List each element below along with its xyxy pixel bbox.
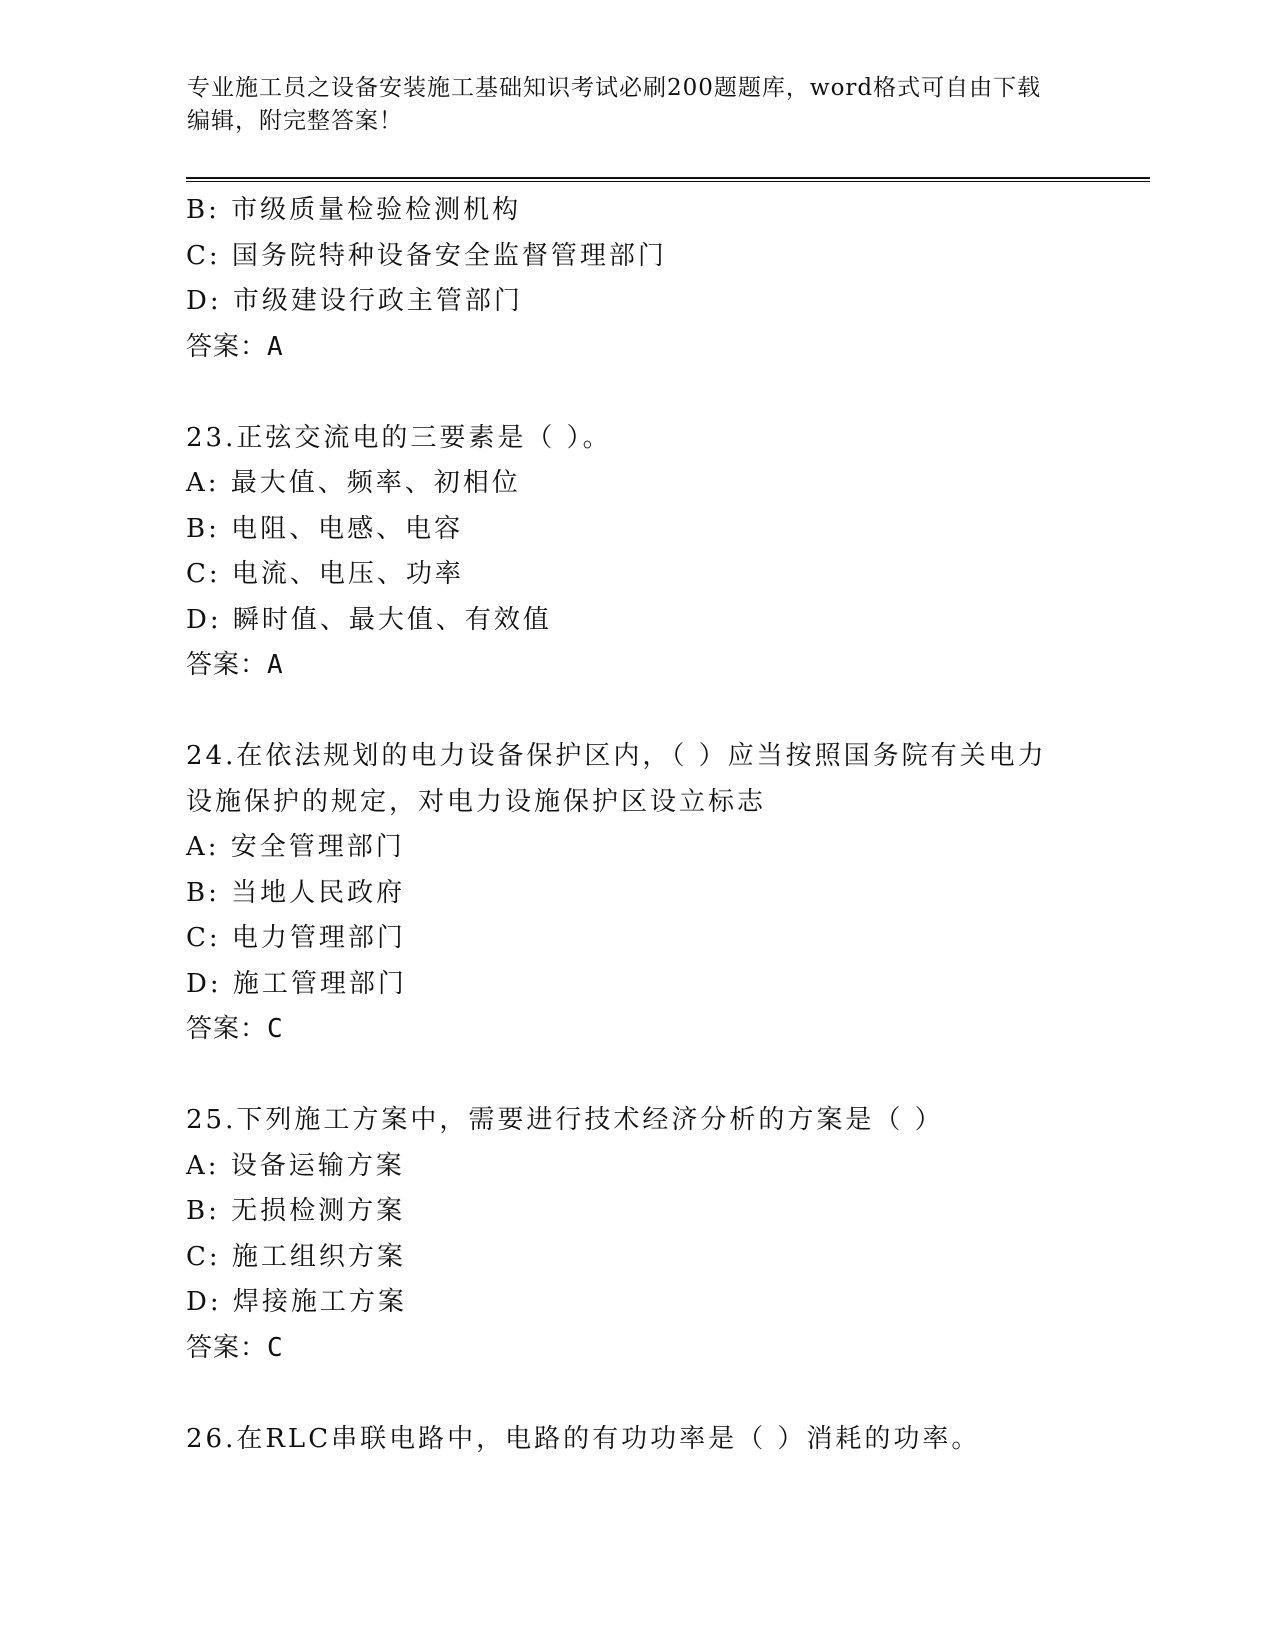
option-c: C: 电流、电压、功率 [186, 559, 464, 589]
option-c: C: 电力管理部门 [186, 923, 406, 953]
option-d: D: 瞬时值、最大值、有效值 [186, 604, 552, 635]
answer-value: A [267, 331, 284, 362]
question-stem: 26.在RLC串联电路中，电路的有功功率是（ ）消耗的功率。 [186, 1423, 981, 1454]
answer-label: 答案： [186, 331, 268, 362]
header-divider-thin [186, 181, 1150, 182]
answer-label: 答案： [186, 1332, 268, 1363]
option-d: D: 施工管理部门 [186, 968, 407, 999]
header-line-2: 编辑，附完整答案！ [187, 108, 403, 134]
option-b: B: 市级质量检验检测机构 [186, 195, 522, 225]
question-24 [186, 734, 1086, 1053]
answer-line [186, 325, 1086, 371]
option-d: D: 市级建设行政主管部门 [186, 286, 523, 316]
option-a: A: 最大值、频率、初相位 [186, 468, 521, 498]
option-a: A: 安全管理部门 [186, 832, 405, 862]
option-c: C: 国务院特种设备安全监督管理部门 [186, 240, 667, 271]
question-stem-continued: 设施保护的规定，对电力设施保护区设立标志 [186, 786, 767, 817]
question-22-continued [186, 188, 1086, 370]
answer-line [186, 1326, 1086, 1372]
option-a: A: 设备运输方案 [186, 1150, 405, 1181]
answer-value: C [267, 1014, 284, 1044]
option-b: B: 电阻、电感、电容 [186, 513, 464, 544]
header-divider-thick [186, 177, 1150, 179]
answer-label: 答案： [186, 1014, 268, 1044]
question-stem: 23.正弦交流电的三要素是（ ）。 [186, 422, 612, 453]
question-25 [186, 1098, 1086, 1371]
option-c: C: 施工组织方案 [186, 1241, 406, 1272]
option-b: B: 无损检测方案 [186, 1196, 406, 1226]
answer-line [186, 643, 1086, 689]
question-stem: 25.下列施工方案中，需要进行技术经济分析的方案是（ ） [186, 1105, 944, 1135]
question-stem: 24.在依法规划的电力设备保护区内，（ ）应当按照国务院有关电力 [186, 741, 1047, 771]
option-d: D: 焊接施工方案 [186, 1287, 407, 1317]
question-26 [186, 1417, 1086, 1463]
answer-label: 答案： [186, 650, 268, 680]
header-line-1: 专业施工员之设备安装施工基础知识考试必刷200题题库，word格式可自由下载 [187, 75, 1042, 101]
answer-value: A [267, 650, 284, 680]
question-23 [186, 416, 1086, 689]
answer-line [186, 1007, 1086, 1053]
document-header [187, 72, 1067, 138]
answer-value: C [267, 1332, 284, 1363]
question-list [186, 188, 1086, 1462]
option-b: B: 当地人民政府 [186, 877, 406, 908]
